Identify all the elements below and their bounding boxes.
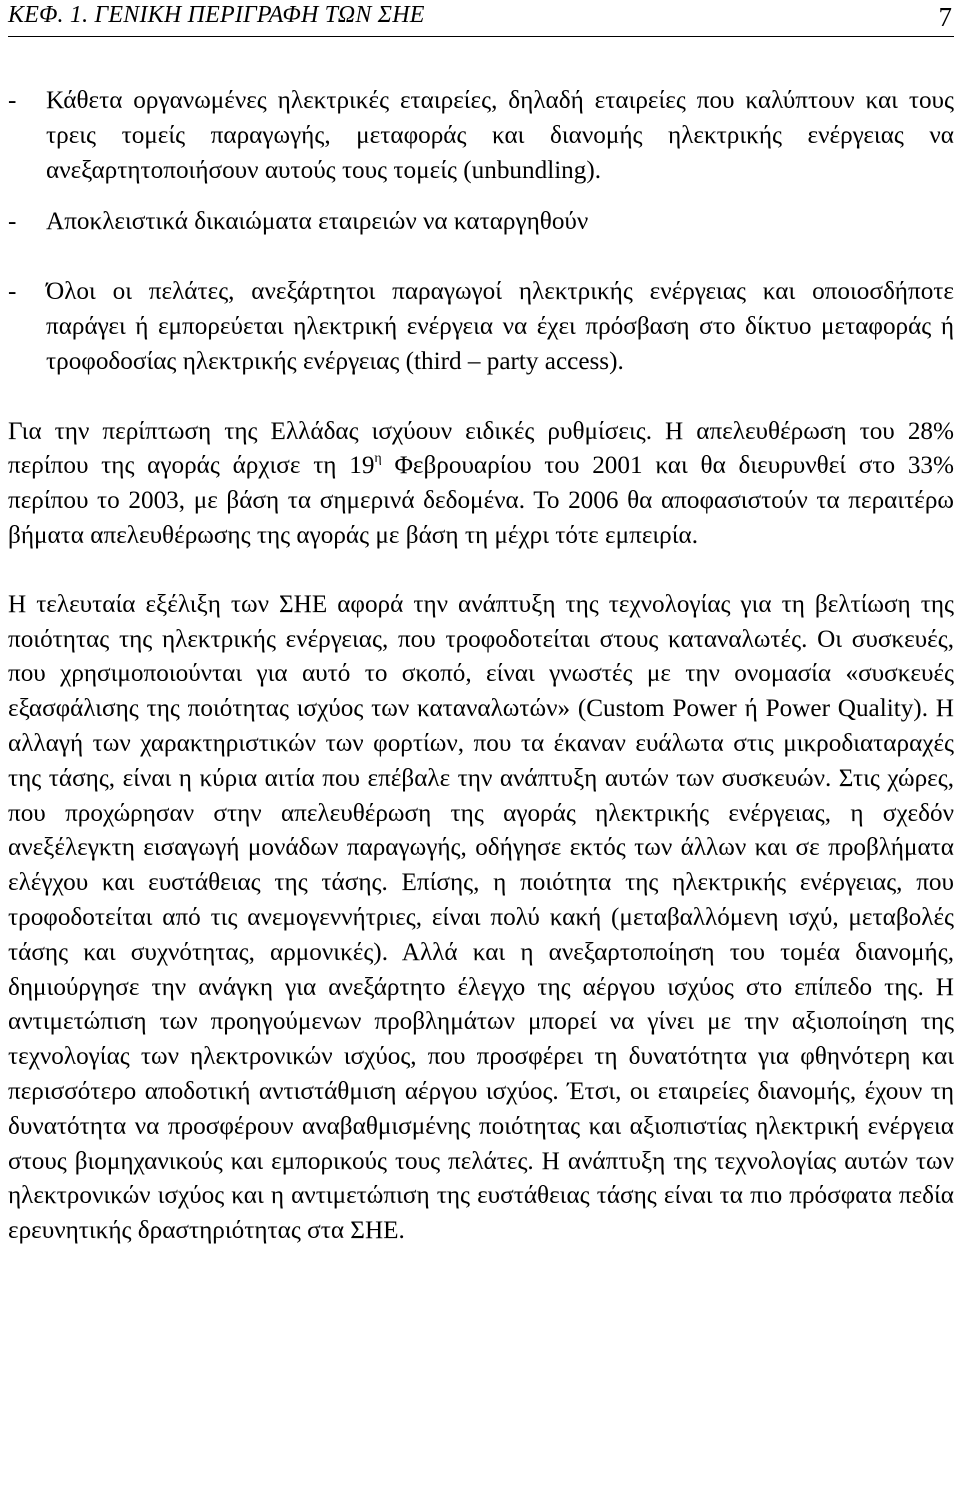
bullet-item: [8, 275, 954, 379]
paragraph-power-quality: Η τελευταία εξέλιξη των ΣΗΕ αφορά την ανάπτυξη της τεχνολογίας για τη βελτίωση της ποιότητας της ηλεκτρικής ενέργειας, που τροφοδοτείται στους καταναλωτές. Οι συσκευές, που χρησιμοποιούνται για αυτό το σκοπό, είναι γνωστές με την ονομασία «συσκευές εξασφάλισης της ποιότητας ισχύος των καταναλωτών» (Custom Power ή Power Quality). Η αλλαγή των χαρακτηριστικών των φορτίων, που τα έκαναν ευάλωτα στις μικροδιαταραχές της τάσης, είναι η κύρια αιτία που επέβαλε την ανάπτυξη αυτών των συσκευών. Στις χώρες, που προχώρησαν στην απελευθέρωση της αγοράς ηλεκτρικής ενέργειας, η σχεδόν ανεξέλεγκτη εισαγωγή μονάδων παραγωγής, οδήγησε εκτός των άλλων και σε προβλήματα ελέγχου και ευστάθειας της τάσης. Επίσης, η ποιότητα της ηλεκτρικής ενέργειας, που τροφοδοτείται από τις ανεμογεννήτριες, είναι πολύ κακή (μεταβαλλόμενη ισχύ, μεταβολές τάσης και συχνότητας, αρμονικές). Αλλά και η ανεξαρτοποίηση του τομέα διανομής, δημιούργησε την ανάγκη για ανεξάρτητο έλεγχο της αέργου ισχύος στο επίπεδο της. Η αντιμετώπιση των προηγούμενων προβλημάτων μπορεί να γίνει με την αξιοποίηση της τεχνολογίας των ηλεκτρονικών ισχύος, που προσφέρει τη δυνατότητα για φθηνότερη και περισσότερο αποδοτική αντιστάθμιση αέργου ισχύος. Έτσι, οι εταιρείες διανομής, έχουν τη δυνατότητα να προσφέρουν αναβαθμισμένης ποιότητας και αξιοπιστίας ηλεκτρική ενέργεια στους βιομηχανικούς και εμπορικούς τους πελάτες. Η ανάπτυξη της τεχνολογίας αυτών των ηλεκτρονικών ισχύος και η αντιμετώπιση της ευστάθειας τάσης είναι τα πιο πρόσφατα πεδία ερευνητικής δραστηριότητας στα ΣΗΕ.: [8, 590, 954, 1245]
document-page: [8, 0, 954, 1486]
bullet-text: Κάθετα οργανωμένες ηλεκτρικές εταιρείες, δηλαδή εταιρείες που καλύπτουν και τους τρεις τομείς παραγωγής, μεταφοράς και διανομής ηλεκτρικής ενέργειας να ανεξαρτητοποιήσουν αυτούς τους τομείς (unbundling).: [46, 87, 954, 184]
chapter-title: ΚΕΦ. 1. ΓΕΝΙΚΗ ΠΕΡΙΓΡΑΦΗ ΤΩΝ ΣΗΕ: [8, 2, 425, 28]
paragraph-text: Για την περίπτωση της Ελλάδας ισχύουν ειδικές ρυθμίσεις. Η απελευθέρωση του 28% περίπου της αγοράς άρχισε τη 19: [8, 417, 954, 480]
running-header: [8, 0, 954, 37]
paragraph-greece-liberalization: [8, 415, 954, 554]
bullet-dash: -: [8, 278, 17, 306]
bullet-item: [8, 205, 954, 240]
ordinal-superscript: η: [374, 451, 382, 467]
bullet-text: Αποκλειστικά δικαιώματα εταιρειών να καταργηθούν: [46, 208, 589, 236]
bullet-dash: -: [8, 208, 17, 236]
bullet-item: [8, 84, 954, 188]
page-number: 7: [938, 2, 952, 32]
paragraph-text: Φεβρουαρίου του 2001 και θα διευρυνθεί στο 33% περίπου το 2003, με βάση τα σημερινά δεδομένα. Το 2006 θα αποφασιστούν τα περαιτέρω βήματα απελευθέρωσης της αγοράς με βάση τη μέχρι τότε εμπειρία.: [8, 452, 954, 549]
body-text: [8, 84, 954, 1249]
bullet-dash: -: [8, 87, 17, 114]
bullet-text: Όλοι οι πελάτες, ανεξάρτητοι παραγωγοί ηλεκτρικής ενέργειας και οποιοσδήποτε παράγει ή εμπορεύεται ηλεκτρική ενέργεια να έχει πρόσβαση στο δίκτυο μεταφοράς ή τροφοδοσίας ηλεκτρικής ενέργειας (third – party access).: [46, 278, 954, 375]
